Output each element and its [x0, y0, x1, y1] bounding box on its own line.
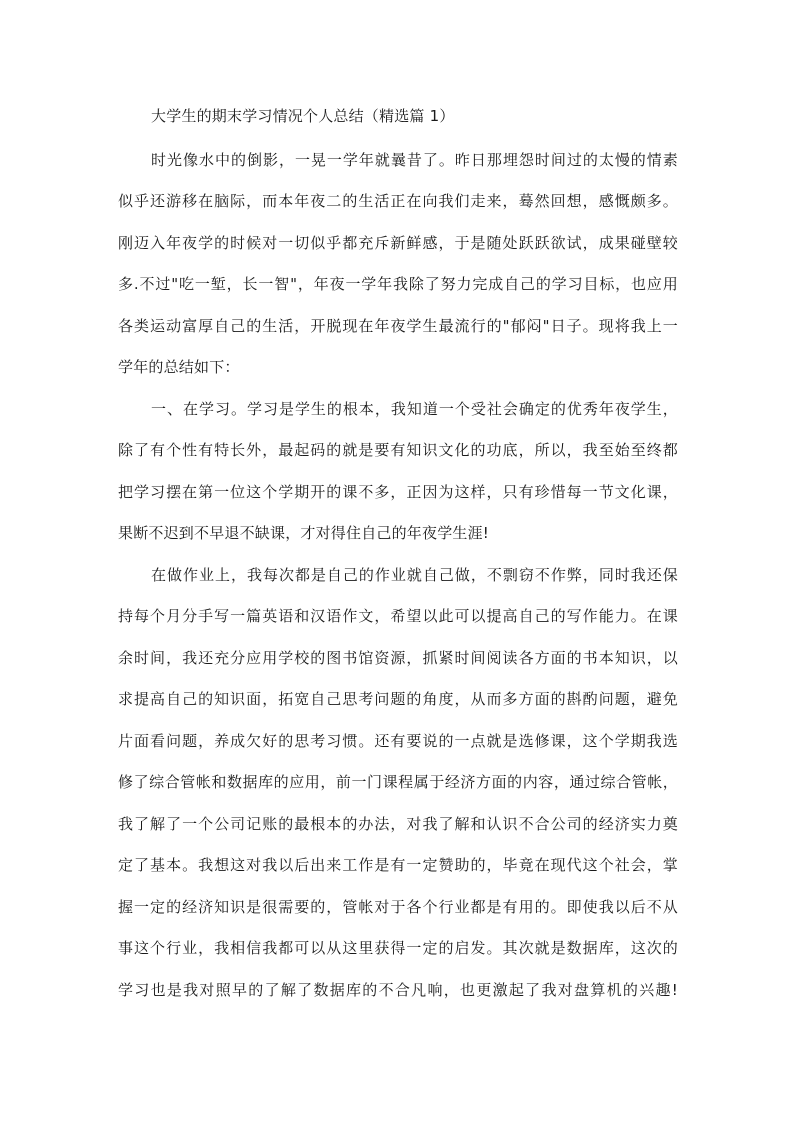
paragraph-1-line-4: 多.不过"吃一堑，长一智"，年夜一学年我除了努力完成自己的学习目标，也应用: [118, 275, 678, 293]
paragraph-3-line-4: 求提高自己的知识面，拓宽自己思考问题的角度，从而多方面的斟酌问题，避免: [118, 690, 678, 708]
paragraph-1-line-5: 各类运动富厚自己的生活，开脱现在年夜学生最流行的"郁闷"日子。现将我上一: [118, 317, 678, 335]
paragraph-2-line-3: 把学习摆在第一位这个学期开的课不多，正因为这样，只有珍惜每一节文化课，: [118, 483, 678, 501]
paragraph-1-line-2: 似乎还游移在脑际，而本年夜二的生活正在向我们走来，蓦然回想，感慨颇多。: [118, 192, 678, 210]
document-title: 大学生的期末学习情况个人总结（精选篇 1）: [151, 107, 455, 125]
paragraph-3-line-2: 持每个月分手写一篇英语和汉语作文，希望以此可以提高自己的写作能力。在课: [118, 607, 678, 625]
paragraph-1-line-1: 时光像水中的倒影，一晃一学年就曩昔了。昨日那埋怨时间过的太慢的情素: [151, 151, 678, 169]
paragraph-2-line-2: 除了有个性有特长外，最起码的就是要有知识文化的功底，所以，我至始至终都: [118, 441, 678, 459]
paragraph-1-line-3: 刚迈入年夜学的时候对一切似乎都充斥新鲜感，于是随处跃跃欲试，成果碰壁较: [118, 234, 678, 252]
paragraph-3-line-8: 定了基本。我想这对我以后出来工作是有一定赞助的，毕竟在现代这个社会，掌: [118, 856, 678, 874]
paragraph-3-line-5: 片面看问题，养成欠好的思考习惯。还有要说的一点就是选修课，这个学期我选: [118, 732, 678, 750]
paragraph-3-line-6: 修了综合管帐和数据库的应用，前一门课程属于经济方面的内容，通过综合管帐，: [118, 773, 678, 791]
paragraph-3-line-7: 我了解了一个公司记账的最根本的办法，对我了解和认识不合公司的经济实力奠: [118, 815, 678, 833]
paragraph-3-line-10: 事这个行业，我相信我都可以从这里获得一定的启发。其次就是数据库，这次的: [118, 939, 678, 957]
paragraph-3-line-1: 在做作业上，我每次都是自己的作业就自己做，不剽窃不作弊，同时我还保: [151, 566, 678, 584]
paragraph-2-line-4: 果断不迟到不早退不缺课，才对得住自己的年夜学生涯!: [118, 524, 490, 542]
paragraph-3-line-9: 握一定的经济知识是很需要的，管帐对于各个行业都是有用的。即使我以后不从: [118, 898, 678, 916]
paragraph-1-line-6: 学年的总结如下：: [118, 358, 240, 376]
paragraph-3-line-3: 余时间，我还充分应用学校的图书馆资源，抓紧时间阅读各方面的书本知识，以: [118, 649, 678, 667]
paragraph-3-line-11: 学习也是我对照早的了解了数据库的不合凡响，也更激起了我对盘算机的兴趣!: [118, 981, 678, 999]
paragraph-2-line-1: 一、在学习。学习是学生的根本，我知道一个受社会确定的优秀年夜学生，: [151, 400, 678, 418]
